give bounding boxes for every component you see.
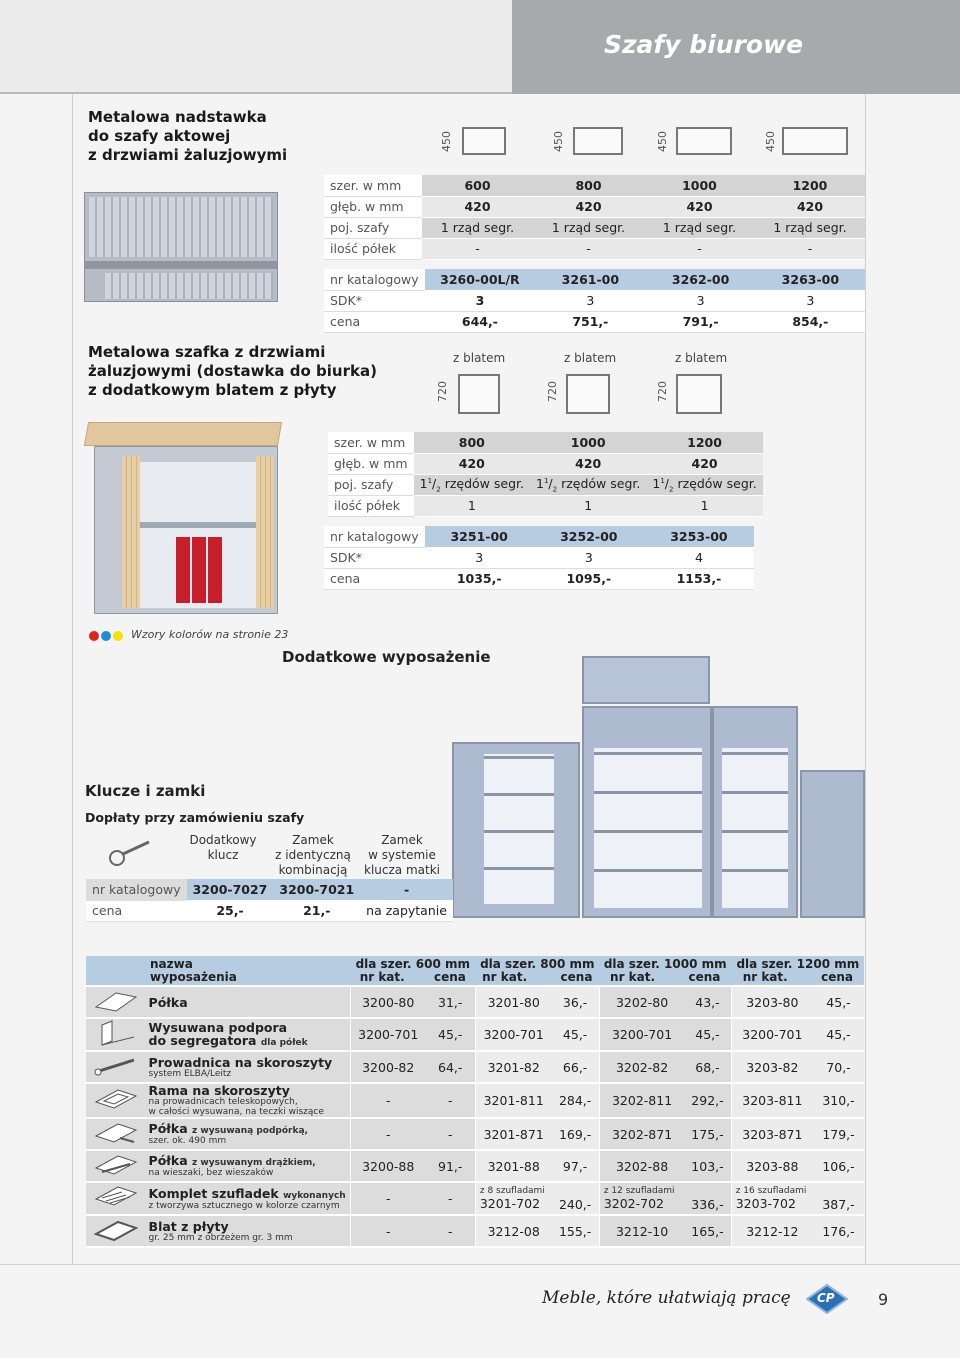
height-label: 450 — [656, 131, 669, 152]
accessories-table — [86, 956, 864, 1248]
cabinet-topper-photo — [84, 192, 278, 302]
locks-table: nr katalogowy 3200-7027 3200-7021 - cena 25,- 21,- na zapytanie — [86, 879, 453, 922]
accessory-row: Komplet szufladek wykonanych z tworzywa sztucznego w kolorze czarnym - - z 8 szufladami 3201-702 240,- z 12 szufladami 3202-702 336,- z 16 szufladami 3203-702 387,- — [86, 1182, 864, 1215]
divider — [865, 94, 866, 1264]
cabinet-icon — [782, 127, 848, 155]
shelf-icon — [86, 986, 145, 1018]
accessory-row: Półka z wysuwanym drążkiem, na wieszaki, bez wieszaków 3200-88 91,- 3201-88 97,- 3202-88 103,- 3203-88 106,- — [86, 1150, 864, 1182]
cabinet-icon — [462, 127, 506, 155]
cabinet-photo — [452, 742, 580, 918]
top-label: z blatem — [453, 351, 506, 365]
accessory-row: Rama na skoroszyty na prowadnicach teleskopowych, w całości wysuwana, na teczki wiszące - - 3201-811 284,- 3202-811 292,- 3203-811 310,- — [86, 1083, 864, 1118]
section1-spec-table: szer. w mm 600 800 1000 1200 głęb. w mm 420 420 420 420 poj. szafy 1 rząd segr. 1 rząd segr. 1 rząd segr. 1 rząd segr. ilość półek - - - - — [324, 175, 865, 260]
height-label: 450 — [552, 131, 565, 152]
height-label: 720 — [656, 381, 669, 402]
shelf-support-icon — [86, 1118, 145, 1150]
accessories-header: nazwa wyposażenia dla szer. 600 mm nr kat. cena dla szer. 800 mm nr kat. cena dla szer. 1000 mm nr kat. cena dla szer. 1200 mm nr kat. cena — [86, 956, 864, 986]
cabinet-photo — [800, 770, 865, 918]
section2-title: Metalowa szafka z drzwiami żaluzjowymi (dostawka do biurka) z dodatkowym blatem z płyty — [88, 343, 377, 399]
accessory-row: Półka z wysuwaną podpórką, szer. ok. 490 mm - - 3201-871 169,- 3202-871 175,- 3203-871 179,- — [86, 1118, 864, 1150]
top-label: z blatem — [564, 351, 617, 365]
section2-order-table: nr katalogowy 3251-00 3252-00 3253-00 SDK* 3 3 4 cena 1035,- 1095,- 1153,- — [324, 526, 754, 590]
footer-divider — [0, 1264, 960, 1265]
top-label: z blatem — [675, 351, 728, 365]
divider — [72, 94, 73, 1264]
key-icon — [107, 838, 151, 872]
locks-subtitle: Dopłaty przy zamówieniu szafy — [85, 810, 305, 825]
rail-icon — [86, 1051, 145, 1083]
footer-slogan: Meble, które ułatwiają pracę — [542, 1288, 791, 1308]
height-label: 450 — [764, 131, 777, 152]
page-number: 9 — [878, 1290, 889, 1309]
locks-col-head: Zamek z identyczną kombinacją — [275, 833, 351, 877]
cabinet-photo — [582, 706, 712, 918]
color-dot-blue — [101, 631, 111, 641]
cabinet-icon — [573, 127, 623, 155]
company-logo: CP — [806, 1284, 848, 1314]
locks-col-head: Dodatkowy klucz — [189, 833, 257, 862]
board-top-icon — [86, 1215, 145, 1247]
frame-icon — [86, 1083, 145, 1118]
cabinet-icon — [676, 374, 722, 414]
accessory-row: Wysuwana podpora do segregatora dla półek 3200-701 45,- 3200-701 45,- 3200-701 45,- 3200-701 45,- — [86, 1018, 864, 1051]
accessory-row: Blat z płyty gr. 25 mm z obrzeżem gr. 3 mm - - 3212-08 155,- 3212-10 165,- 3212-12 176,- — [86, 1215, 864, 1247]
cabinet-icon — [676, 127, 732, 155]
locks-col-head: Zamek w systemie klucza matki — [364, 833, 440, 877]
color-dot-red — [89, 631, 99, 641]
drawer-set-icon — [86, 1182, 145, 1215]
header-bar — [0, 0, 960, 94]
cabinet-photo — [582, 656, 710, 704]
cabinet-icon — [566, 374, 610, 414]
support-icon — [86, 1018, 145, 1051]
color-dot-yellow — [113, 631, 123, 641]
colors-note: Wzory kolorów na stronie 23 — [131, 628, 289, 641]
accessory-row: Prowadnica na skoroszyty system ELBA/Leitz 3200-82 64,- 3201-82 66,- 3202-82 68,- 3203-82 70,- — [86, 1051, 864, 1083]
height-label: 720 — [436, 381, 449, 402]
hanger-shelf-icon — [86, 1150, 145, 1182]
section1-title: Metalowa nadstawka do szafy aktowej z drzwiami żaluzjowymi — [88, 108, 288, 164]
section2-spec-table: szer. w mm 800 1000 1200 głęb. w mm 420 420 420 poj. szafy $1^1/_2$ rzędów segr. $1^1/_2$ rzędów segr. $1^1/_2$ rzędów segr. ilość półek 1 1 1 — [328, 432, 763, 517]
cabinet-icon — [458, 374, 500, 414]
cabinet-photo — [712, 706, 798, 918]
locks-title: Klucze i zamki — [85, 782, 206, 800]
height-label: 450 — [440, 131, 453, 152]
section1-order-table: nr katalogowy 3260-00L/R 3261-00 3262-00 3263-00 SDK* 3 3 3 3 cena 644,- 751,- 791,- 854,- — [324, 269, 865, 333]
page-title: Szafy biurowe — [604, 30, 804, 59]
extras-title: Dodatkowe wyposażenie — [282, 648, 491, 666]
height-label: 720 — [546, 381, 559, 402]
accessory-row: Półka 3200-80 31,- 3201-80 36,- 3202-80 43,- 3203-80 45,- — [86, 986, 864, 1018]
desk-cabinet-photo — [86, 422, 280, 614]
